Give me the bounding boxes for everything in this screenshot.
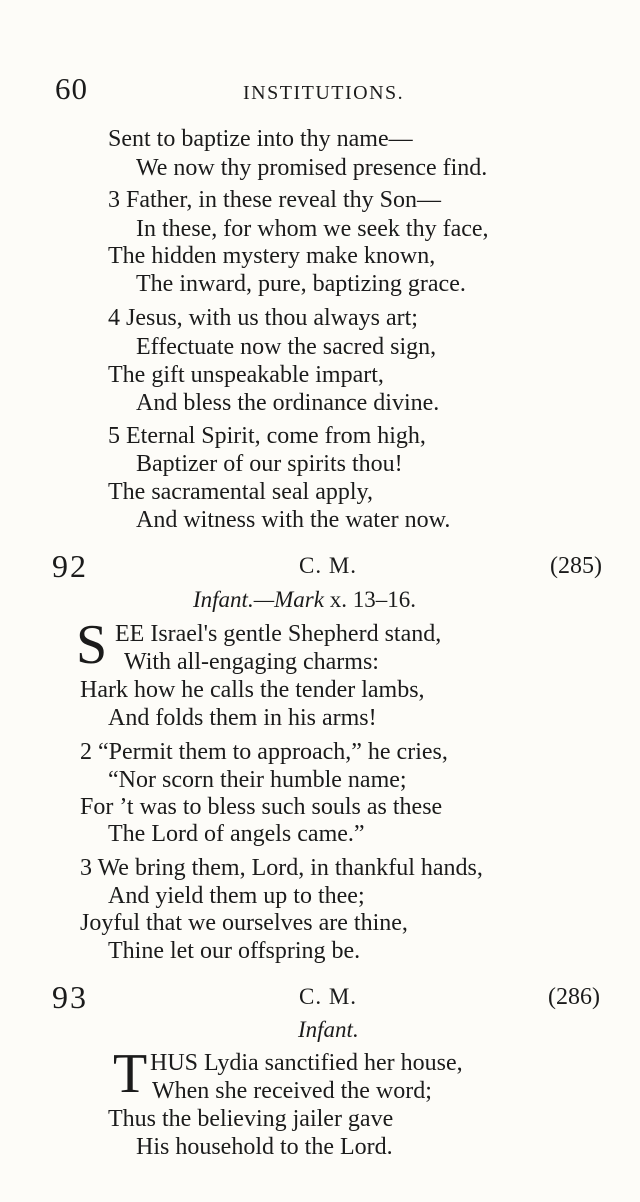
- verse-line: Joyful that we ourselves are thine,: [80, 910, 408, 936]
- verse-line: For ’t was to bless such souls as these: [80, 794, 443, 820]
- verse-line: His household to the Lord.: [136, 1134, 393, 1160]
- verse-line: Hark how he calls the tender lambs,: [80, 677, 425, 703]
- verse-line: 3 Father, in these reveal thy Son—: [108, 187, 441, 213]
- hymn-subject: [193, 586, 416, 614]
- verse-line: And folds them in his arms!: [108, 705, 377, 731]
- hymn-number: 92: [52, 548, 88, 584]
- verse-line: The sacramental seal apply,: [108, 479, 373, 505]
- drop-cap: T: [113, 1043, 148, 1105]
- page-number: 60: [55, 71, 88, 106]
- verse-line: Sent to baptize into thy name—: [108, 126, 413, 152]
- verse-line: And yield them up to thee;: [108, 883, 365, 909]
- verse-line: The hidden mystery make known,: [108, 243, 436, 269]
- verse-line: In these, for whom we seek thy face,: [136, 216, 489, 242]
- verse-line: “Nor scorn their humble name;: [108, 767, 407, 793]
- verse-line: Thine let our offspring be.: [108, 938, 361, 964]
- drop-cap: S: [76, 614, 108, 676]
- verse-line: When she received the word;: [152, 1078, 432, 1104]
- verse-line: The inward, pure, baptizing grace.: [136, 271, 466, 297]
- subject-italic: Infant.—Mark: [193, 587, 324, 612]
- verse-line: 3 We bring them, Lord, in thankful hands,: [80, 855, 483, 881]
- verse-line: The Lord of angels came.”: [108, 821, 365, 847]
- hymn-number: 93: [52, 979, 88, 1015]
- verse-line: And witness with the water now.: [136, 507, 451, 533]
- verse-line: And bless the ordinance divine.: [136, 390, 440, 416]
- verse-line: HUS Lydia sanctified her house,: [150, 1050, 463, 1076]
- hymn-meter: C. M.: [299, 984, 358, 1009]
- running-title: INSTITUTIONS.: [243, 82, 405, 104]
- verse-line: 2 “Permit them to approach,” he cries,: [80, 739, 448, 765]
- verse-line: With all-engaging charms:: [124, 649, 379, 675]
- hymn-meter: C. M.: [299, 553, 358, 578]
- verse-line: Baptizer of our spirits thou!: [136, 451, 403, 477]
- verse-line: 5 Eternal Spirit, come from high,: [108, 423, 426, 449]
- page-header: [0, 72, 640, 112]
- verse-line: We now thy promised presence find.: [136, 155, 488, 181]
- verse-line: Effectuate now the sacred sign,: [136, 334, 437, 360]
- verse-line: 4 Jesus, with us thou always art;: [108, 305, 418, 331]
- tune-reference: (285): [550, 553, 602, 579]
- tune-reference: (286): [548, 984, 600, 1010]
- verse-line: Thus the believing jailer gave: [108, 1106, 394, 1132]
- verse-line: EE Israel's gentle Shepherd stand,: [115, 621, 442, 647]
- subject-reference: x. 13–16.: [323, 587, 416, 612]
- verse-line: The gift unspeakable impart,: [108, 362, 384, 388]
- hymn-subject: [298, 1016, 359, 1044]
- subject-italic: Infant.: [298, 1017, 359, 1042]
